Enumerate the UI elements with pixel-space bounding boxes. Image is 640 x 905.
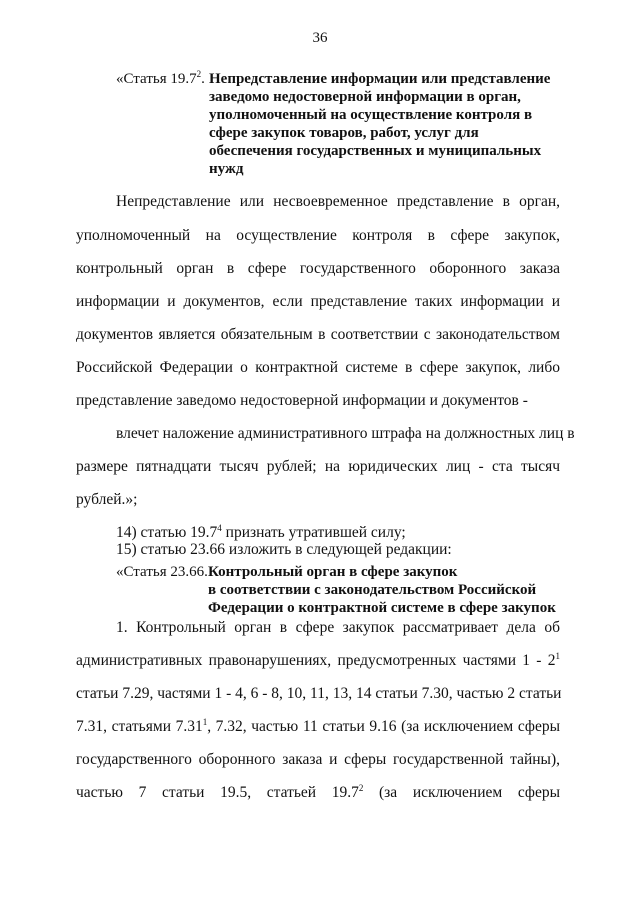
body-line: представление заведомо недостоверной информации и документов -: [76, 392, 528, 409]
page-number: 36: [312, 30, 328, 46]
para-line: частью 7 статьи 19.5, статьей 19.7$^2$ (за исключением сферы: [76, 782, 561, 801]
sanction-line: размере пятнадцати тысяч рублей; на юридических лиц - ста тысяч: [76, 458, 560, 475]
body-line: контрольный орган в сфере государственного оборонного заказа: [76, 260, 560, 277]
para-line: 7.31, статьями 7.31$^1$, 7.32, частью 11 статьи 9.16 (за исключением сферы: [76, 716, 560, 735]
sanction-line: рублей.»;: [76, 491, 138, 508]
para-line: статьи 7.29, частями 1 - 4, 6 - 8, 10, 11, 13, 14 статьи 7.30, частью 2 статьи: [76, 685, 562, 702]
sanction-line: влечет наложение административного штрафа на должностных лиц в: [116, 425, 575, 442]
para-line: 1. Контрольный орган в сфере закупок рассматривает дела об: [116, 619, 560, 636]
item-14: 14) статью 19.7$^4$ признать утратившей силу;: [116, 522, 406, 541]
body-line: информации и документов, если представление таких информации и: [76, 293, 560, 310]
article-label: «Статья 19.7$^2$.: [116, 69, 205, 87]
article-label: «Статья 23.66.: [116, 564, 208, 580]
article-title: Непредставление информации или представление заведомо недостоверной информации в орган, уполномоченный на осуществление контроля в сфере закупок товаров, работ, услуг для обеспечения государственных и муниципальных нужд: [209, 71, 551, 177]
body-line: документов является обязательным в соответствии с законодательством: [76, 326, 560, 343]
para-line: административных правонарушениях, предусмотренных частями $1 - 2^1$: [76, 650, 560, 669]
article-19-7-2-heading: [116, 70, 576, 178]
body-line: уполномоченный на осуществление контроля в сфере закупок,: [76, 227, 560, 244]
body-line: Российской Федерации о контрактной системе в сфере закупок, либо: [76, 359, 560, 376]
para-line: государственного оборонного заказа и сферы государственной тайны),: [76, 751, 560, 768]
article-23-66-heading: «Статья 23.66. Контрольный орган в сфере закупок в соответствии с законодательством Российской Федерации о контрактной системе в сфере закупок: [116, 563, 566, 617]
body-line: Непредставление или несвоевременное представление в орган,: [116, 193, 560, 210]
article-title: Контрольный орган в сфере закупок: [208, 564, 458, 580]
item-15: 15) статью 23.66 изложить в следующей редакции:: [116, 541, 452, 558]
